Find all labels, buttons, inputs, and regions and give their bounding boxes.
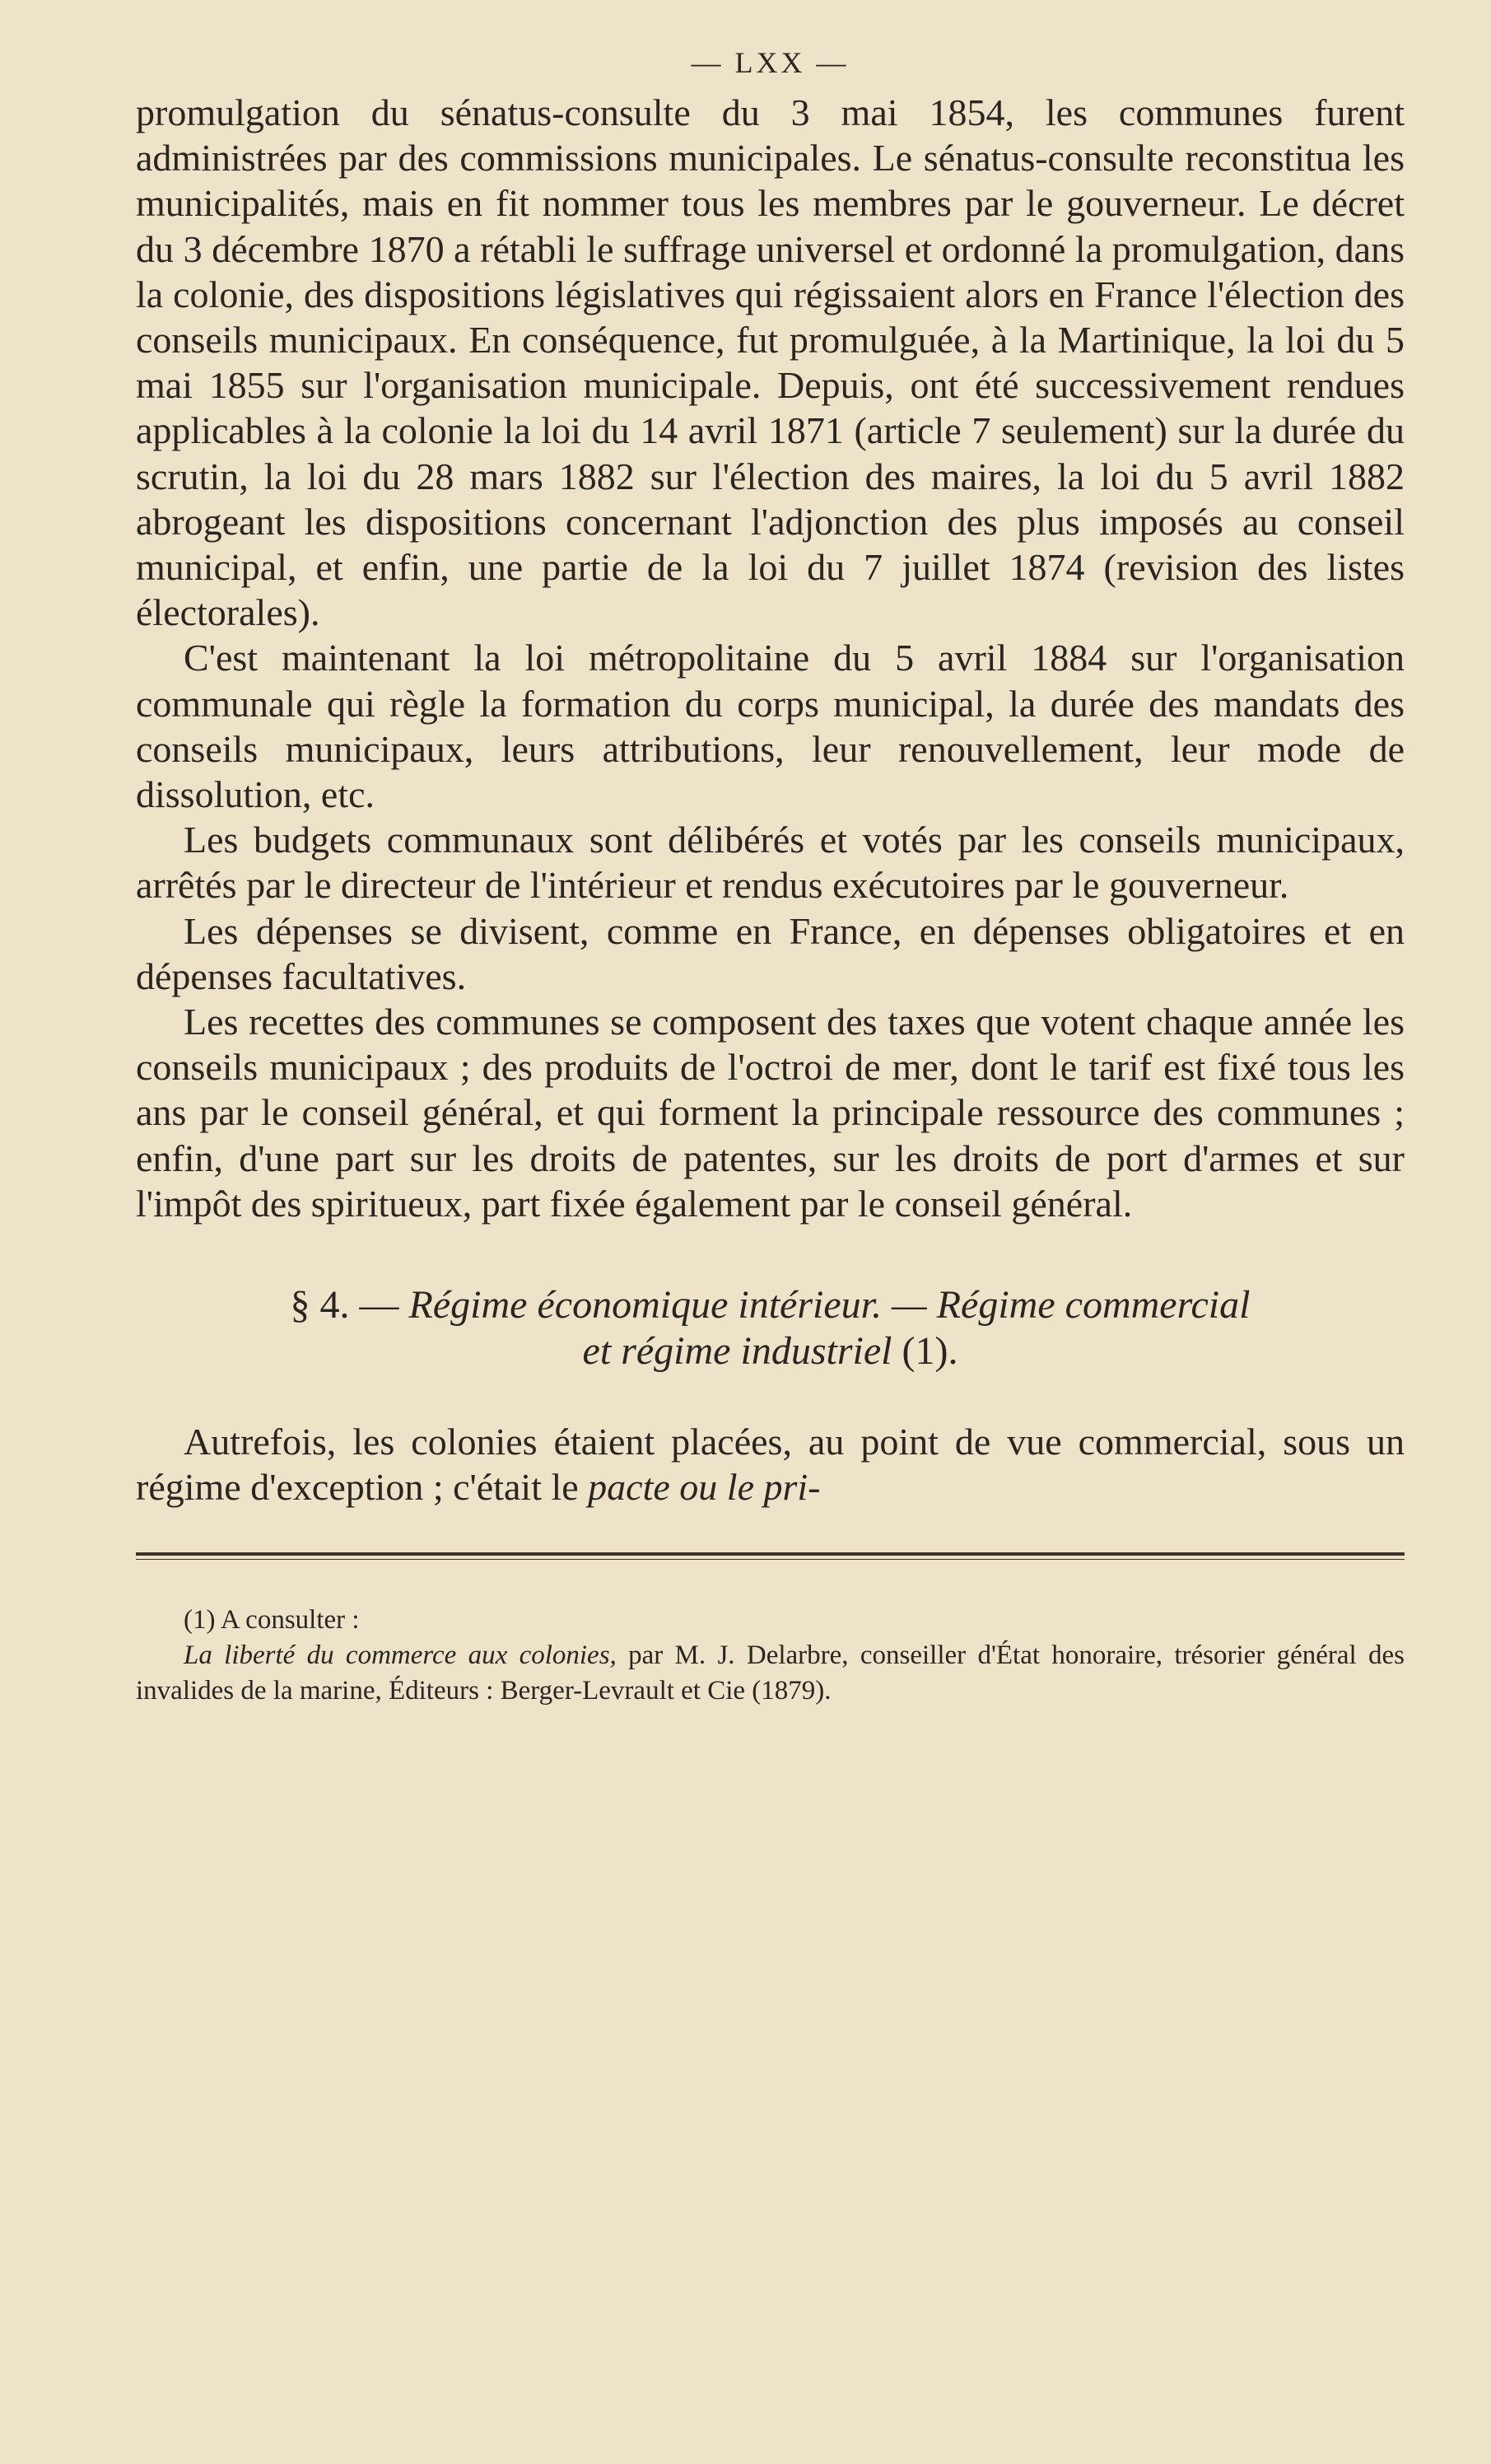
footnote-book-title: La liberté du commerce aux colonies, [184, 1640, 617, 1671]
section-number: § 4. — [290, 1283, 399, 1328]
footnotes [136, 1603, 1405, 1709]
paragraph-municipal-history: promulgation du sénatus-consulte du 3 mai 1854, les communes furent administrées par des commissions municipales. Le sénatus-consulte reconstitua les municipalités, mais en fit nommer tous les membres par le gouverneur. Le décret du 3 décembre 1870 a rétabli le suffrage universel et ordonné la promulgation, dans la colonie, des dispositions législatives qui régissaient alors en France l'élection des conseils municipaux. En conséquence, fut promulguée, à la Martinique, la loi du 5 mai 1855 sur l'organisation municipale. Depuis, ont été successivement rendues applicables à la colonie la loi du 14 avril 1871 (article 7 seulement) sur la durée du scrutin, la loi du 28 mars 1882 sur l'élection des maires, la loi du 5 avril 1882 abrogeant les dispositions concernant l'adjonction des plus imposés au conseil municipal, et enfin, une partie de la loi du 7 juillet 1874 (revision des listes électorales). [136, 91, 1405, 634]
footnote-reference: (1). [902, 1329, 958, 1374]
commercial-regime-text: Autrefois, les colonies étaient placées, au point de vue commercial, sous un régime d'exception ; c'était le [136, 1421, 1405, 1509]
footnote-reference-text [136, 1638, 1405, 1709]
section-heading [136, 1282, 1405, 1374]
section-title-part3: et régime industriel [582, 1329, 892, 1374]
page-number: — LXX — [691, 46, 850, 79]
commercial-regime-italic: pacte ou le pri- [588, 1466, 821, 1509]
paragraph-commercial-regime [136, 1419, 1405, 1510]
paragraph-expenses: Les dépenses se divisent, comme en France, en dépenses obligatoires et en dépenses facultatives. [136, 909, 1405, 997]
paragraph-budgets: Les budgets communaux sont délibérés et votés par les conseils municipaux, arrêtés par le directeur de l'intérieur et rendus exécutoires par le gouverneur. [136, 819, 1405, 907]
section-title-part2: Régime commercial [936, 1283, 1251, 1328]
footnote-divider [136, 1552, 1405, 1560]
body-text [136, 90, 1405, 1226]
footnote-citation: par M. J. Delarbre, conseiller d'État honoraire, trésorier général des invalides de la marine, Éditeurs : Berger-Levrault et Cie (1879). [136, 1640, 1405, 1706]
paragraph-revenues: Les recettes des communes se composent des taxes que votent chaque année les conseils municipaux ; des produits de l'octroi de mer, dont le tarif est fixé tous les ans par le conseil général, et qui forment la principale ressource des communes ; enfin, d'une part sur les droits de patentes, sur les droits de port d'armes et sur l'impôt des spiritueux, part fixée également par le conseil général. [136, 1001, 1405, 1225]
footnote-label: (1) A consulter : [184, 1605, 360, 1636]
section-body [136, 1419, 1405, 1510]
paragraph-law-1884: C'est maintenant la loi métropolitaine du 5 avril 1884 sur l'organisation communale qui règle la formation du corps municipal, la durée des mandats des conseils municipaux, leurs attributions, leur renouvellement, leur mode de dissolution, etc. [136, 637, 1405, 816]
section-title-part1: Régime économique intérieur. — [408, 1283, 927, 1328]
